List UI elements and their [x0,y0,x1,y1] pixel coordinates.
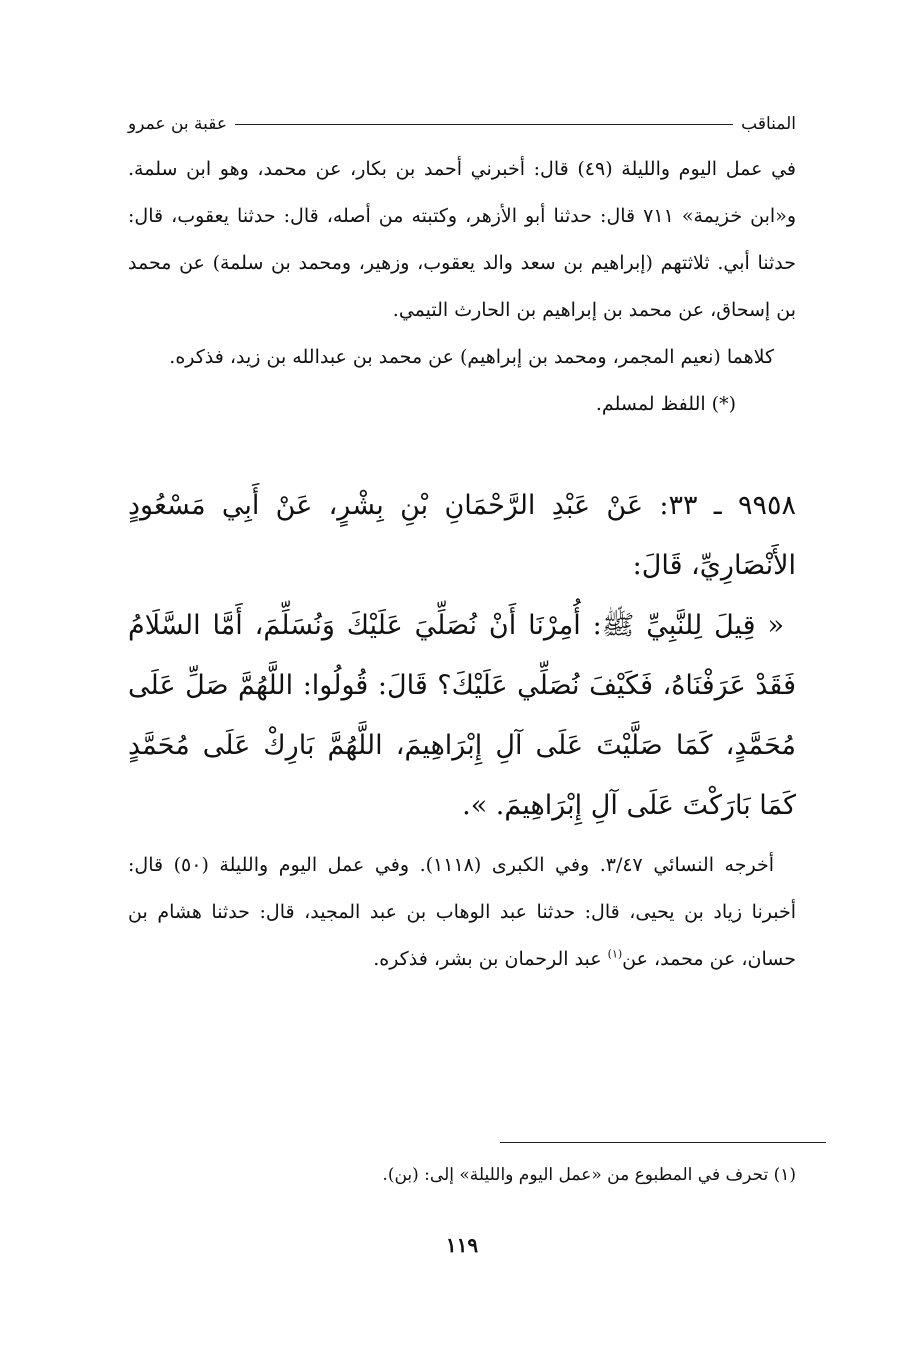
footnote-reference[interactable]: (١) [607,947,623,961]
hadith-text: « قِيلَ لِلنَّبِيِّ ﷺ: أُمِرْنَا أَنْ نُصَلِّيَ عَلَيْكَ وَنُسَلِّمَ، أَمَّا السَّلَامُ فَقَدْ عَرَفْنَاهُ، فَكَيْفَ نُصَلِّي عَلَيْكَ؟ قَالَ: قُولُوا: اللَّهُمَّ صَلِّ عَلَى مُحَمَّدٍ، كَمَا صَلَّيْتَ عَلَى آلِ إِبْرَاهِيمَ، اللَّهُمَّ بَارِكْ عَلَى مُحَمَّدٍ كَمَا بَارَكْتَ عَلَى آلِ إِبْرَاهِيمَ. ». [128,610,796,821]
page-number: ١١٩ [445,1233,479,1257]
takhrij-paragraph [128,842,796,983]
header-rule [235,124,733,125]
takhrij-paragraph-prev: في عمل اليوم والليلة (٤٩) قال: أخبرني أحمد بن بكار، عن محمد، وهو ابن سلمة. و«ابن خزيمة» ٧١١ قال: حدثنا أبو الأزهر، وكتبته من أصله، قال: حدثنا يعقوب، قال: حدثنا أبي. ثلاثتهم (إبراهيم بن سعد والد يعقوب، وزهير، ومحمد بن سلمة) عن محمد بن إسحاق، عن محمد بن إبراهيم بن الحارث التيمي. [128,158,796,321]
takhrij-text-start: أخرجه النسائي ٣/٤٧. وفي الكبرى (١١١٨). وفي عمل اليوم والليلة (٥٠) قال: أخبرنا زياد بن يحيى، قال: حدثنا عبد الوهاب بن عبد المجيد، قال: حدثنا هشام بن حسان، عن محمد، عن [128,854,796,970]
wording-note: (*) اللفظ لمسلم. [595,393,736,415]
hadith-heading: ٩٩٥٨ ـ ٣٣: عَنْ عَبْدِ الرَّحْمَانِ بْنِ بِشْرٍ، عَنْ أَبِي مَسْعُودٍ الأَنْصَارِيِّ، قَالَ: [128,490,797,581]
page-body [128,146,796,983]
running-header [128,108,796,140]
header-section-title: المناقب [741,114,796,134]
summary-paragraph: كلاهما (نعيم المجمر، ومحمد بن إبراهيم) عن محمد بن عبدالله بن زيد، فذكره. [169,346,774,368]
footnote-text: (١) تحرف في المطبوع من «عمل اليوم والليلة» إلى: (بن). [382,1165,796,1185]
footnote-separator [500,1142,826,1143]
takhrij-text-end: عبد الرحمان بن بشر، فذكره. [373,948,608,970]
header-chapter-title: عقبة بن عمرو [128,114,228,134]
